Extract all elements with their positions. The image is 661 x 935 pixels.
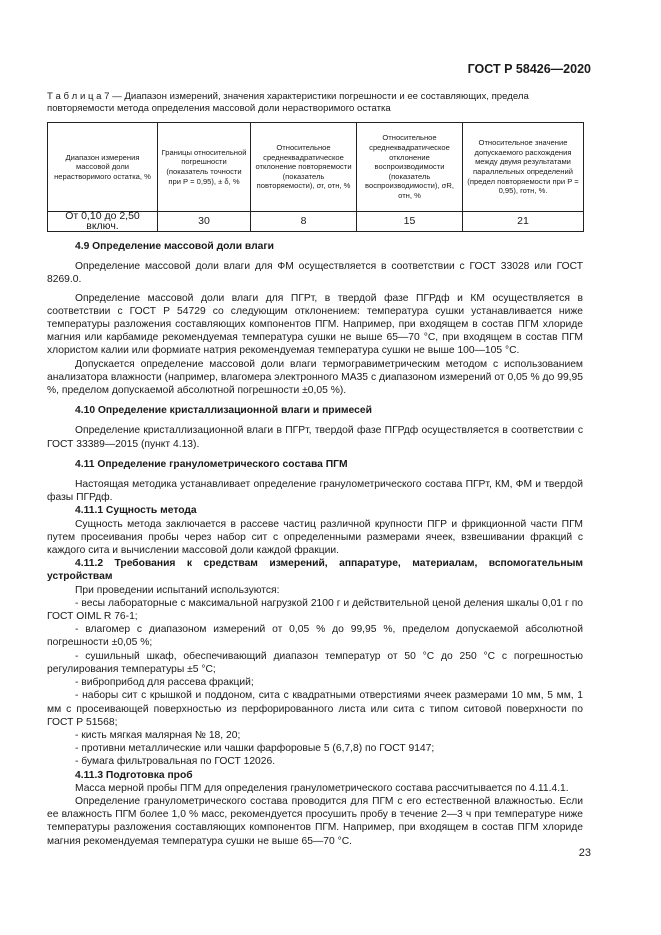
subsection-heading: 4.11.1 Сущность метода bbox=[75, 505, 197, 517]
table-cell: 8 bbox=[251, 212, 357, 232]
table-header-row bbox=[48, 123, 584, 212]
paragraph: Определение гранулометрического состава проводится для ПГМ с его естественной влажностью. Если ее влажность ПГМ более 1,0 % масс, рекомендуется просушить пробу в течение 2—3 ч при температуре ниже температуры разложения составляющих компонентов ПГМ. Например, при входящем в состав ПГМ хлориде магния рекомендуемая температура сушки не выше 65—70 °С. bbox=[47, 795, 583, 847]
paragraph: Сущность метода заключается в рассеве частиц различной крупности ПГР и фрикционной части ПГМ путем просеивания пробы через набор сит с определенными размерами ячеек, взвешивании фракций с каждого сита и вычислении массовой доли каждой фракции. bbox=[47, 518, 583, 557]
list-item: - сушильный шкаф, обеспечивающий диапазон температур от 50 °С до 250 °С с погрешностью регулирования температуры ±5 °С; bbox=[47, 650, 583, 675]
subsection-heading: 4.11.3 Подготовка проб bbox=[75, 769, 193, 781]
table-row bbox=[48, 212, 584, 232]
table-cell: От 0,10 до 2,50 включ. bbox=[48, 212, 158, 232]
subsection-heading: 4.11.2 Требования к средствам измерений, аппаратуре, материалам, вспомогательным устройствам bbox=[47, 558, 583, 583]
list-item: - виброприбод для рассева фракций; bbox=[75, 677, 254, 689]
paragraph: Определение массовой доли влаги для ПГРт, в твердой фазе ПГРдф и КМ осуществляется в соответствии с ГОСТ Р 54729 со следующим отклонением: температура сушки устанавливается ниже температуры разложения составляющих компонентов ПГМ. Например, при входящем в состав ПГМ хлориде магния или карбамиде рекомендуемая температура сушки не выше 65—70 °С, при входящем в состав ПГМ хлористом калии или формиате натрия рекомендуемая температура сушки не выше 100—105 °С. bbox=[47, 292, 583, 357]
section-heading: 4.11 Определение гранулометрического состава ПГМ bbox=[75, 458, 348, 470]
paragraph: Определение кристаллизационной влаги в ПГРт, твердой фазе ПГРдф осуществляется в соответствии с ГОСТ 33389—2015 (пункт 4.13). bbox=[47, 425, 583, 450]
document-body bbox=[47, 240, 583, 848]
column-header: Относительное значение допускаемого расхождения между двумя результатами параллельных определений (предел повторяемости при P = 0,95), rотн, %. bbox=[463, 123, 584, 212]
column-header: Диапазон измерения массовой доли нерастворимого остатка, % bbox=[48, 123, 158, 212]
table-cell: 15 bbox=[357, 212, 463, 232]
list-item: - весы лабораторные с максимальной нагрузкой 2100 г и действительной ценой деления шкалы 0,01 г по ГОСТ OIML R 76-1; bbox=[47, 597, 583, 623]
table-7 bbox=[47, 122, 584, 232]
page-number: 23 bbox=[578, 847, 591, 859]
column-header: Относительное среднеквадратическое отклонение воспроизводимости (показатель воспроизводимости), σR, отн, % bbox=[357, 123, 463, 212]
table-cell: 21 bbox=[463, 212, 584, 232]
table-caption: Т а б л и ц а 7 — Диапазон измерений, значения характеристики погрешности и ее составляющих, предела повторяемости метода определения массовой доли нерастворимого остатка bbox=[47, 91, 529, 114]
paragraph: При проведении испытаний используются: bbox=[75, 584, 280, 596]
column-header: Границы относительной погрешности (показатель точности при P = 0,95), ± δ, % bbox=[158, 123, 251, 212]
column-header: Относительное среднеквадратическое отклонение повторяемости (показатель повторяемости), σr, отн, % bbox=[251, 123, 357, 212]
list-item: - наборы сит с крышкой и поддоном, сита с квадратными отверстиями ячеек размерами 10 мм, 5 мм, 1 мм с просеивающей поверхностью из перфорированного листа или сита с типом ситовой поверхности по ГОСТ Р 51568; bbox=[47, 690, 583, 728]
paragraph: Настоящая методика устанавливает определение гранулометрического состава ПГРт, КМ, ФМ и твердой фазы ПГРдф. bbox=[47, 479, 583, 504]
list-item: - бумага фильтровальная по ГОСТ 12026. bbox=[75, 756, 276, 768]
list-item: - кисть мягкая малярная № 18, 20; bbox=[75, 729, 241, 741]
section-heading: 4.9 Определение массовой доли влаги bbox=[75, 241, 274, 252]
paragraph: Масса мерной пробы ПГМ для определения гранулометрического состава рассчитывается по 4.11.4.1. bbox=[75, 782, 569, 794]
paragraph: Определение массовой доли влаги для ФМ осуществляется в соответствии с ГОСТ 33028 или ГОСТ 8269.0. bbox=[47, 261, 583, 286]
list-item: - влагомер с диапазоном измерений от 0,05 % до 99,95 %, пределом допускаемой абсолютной погрешности ±0,05 %; bbox=[47, 624, 583, 649]
table-cell: 30 bbox=[158, 212, 251, 232]
section-heading: 4.10 Определение кристаллизационной влаги и примесей bbox=[75, 405, 372, 417]
paragraph: Допускается определение массовой доли влаги термогравиметрическим методом с использованием анализатора влажности (например, влагомера электронного МА35 с диапазоном измерений от 0,05 % до 99,95 %, пределом допускаемой абсолютной погрешности ±0,05 %). bbox=[47, 358, 583, 397]
list-item: - противни металлические или чашки фарфоровые 5 (6,7,8) по ГОСТ 9147; bbox=[75, 743, 435, 755]
document-code: ГОСТ Р 58426—2020 bbox=[467, 62, 591, 76]
